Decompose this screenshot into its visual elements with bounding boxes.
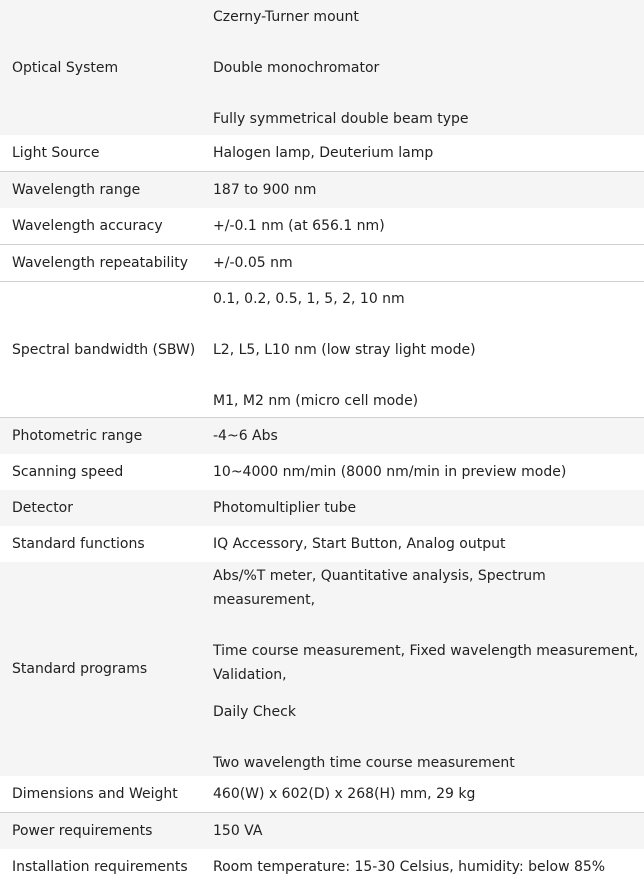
row-value: +/-0.05 nm bbox=[201, 245, 644, 282]
table-row-optical-system bbox=[0, 0, 644, 135]
row-label: Optical System bbox=[0, 0, 201, 135]
row-value: -4~6 Abs bbox=[201, 418, 644, 455]
table-row-wavelength-repeatability bbox=[0, 245, 644, 282]
table-row-wavelength-accuracy bbox=[0, 208, 644, 245]
row-value: Photomultiplier tube bbox=[201, 490, 644, 526]
row-label: Light Source bbox=[0, 135, 201, 172]
value-line: L2, L5, L10 nm (low stray light mode) bbox=[213, 341, 476, 358]
table-row-scanning-speed bbox=[0, 454, 644, 490]
table-row-wavelength-range bbox=[0, 172, 644, 209]
table-row-installation-requirements bbox=[0, 849, 644, 885]
row-value: 10~4000 nm/min (8000 nm/min in preview mode) bbox=[213, 464, 567, 480]
row-label: Standard programs bbox=[0, 562, 201, 776]
row-label: Wavelength range bbox=[0, 172, 201, 209]
row-label: Power requirements bbox=[0, 813, 201, 850]
row-label: Wavelength repeatability bbox=[0, 245, 201, 282]
row-value: Halogen lamp, Deuterium lamp bbox=[201, 135, 644, 172]
table-row-photometric-range bbox=[0, 418, 644, 455]
row-value bbox=[201, 0, 644, 135]
row-value: 187 to 900 nm bbox=[201, 172, 644, 209]
value-line: Time course measurement, Fixed wavelength measurement, Validation, bbox=[213, 642, 639, 683]
table-row-standard-functions bbox=[0, 526, 644, 562]
row-value bbox=[201, 562, 644, 776]
row-label: Dimensions and Weight bbox=[0, 776, 201, 813]
value-line: Daily Check bbox=[213, 703, 296, 720]
table-row-dimensions-weight bbox=[0, 776, 644, 813]
value-line: Two wavelength time course measurement bbox=[213, 754, 515, 771]
row-value: IQ Accessory, Start Button, Analog output bbox=[213, 536, 506, 552]
row-value: Room temperature: 15-30 Celsius, humidity: below 85% bbox=[213, 859, 606, 875]
row-label: Spectral bandwidth (SBW) bbox=[0, 282, 201, 418]
table-row-light-source bbox=[0, 135, 644, 172]
row-value: +/-0.1 nm (at 656.1 nm) bbox=[201, 208, 644, 245]
row-value: 460(W) x 602(D) x 268(H) mm, 29 kg bbox=[201, 776, 644, 813]
row-value: 150 VA bbox=[201, 813, 644, 850]
row-label: Scanning speed bbox=[12, 464, 124, 480]
value-line: Fully symmetrical double beam type bbox=[213, 110, 469, 127]
value-line: Double monochromator bbox=[213, 59, 380, 76]
row-label: Detector bbox=[0, 490, 201, 526]
table-row-standard-programs bbox=[0, 562, 644, 776]
row-label: Installation requirements bbox=[12, 859, 188, 875]
value-line: Abs/%T meter, Quantitative analysis, Spectrum measurement, bbox=[213, 567, 546, 608]
table-row-spectral-bandwidth bbox=[0, 282, 644, 418]
value-line: 0.1, 0.2, 0.5, 1, 5, 2, 10 nm bbox=[213, 290, 405, 307]
row-label: Wavelength accuracy bbox=[0, 208, 201, 245]
value-line: M1, M2 nm (micro cell mode) bbox=[213, 392, 419, 409]
table-row-detector bbox=[0, 490, 644, 526]
row-label: Standard functions bbox=[12, 536, 145, 552]
row-value bbox=[201, 282, 644, 418]
value-line: Czerny-Turner mount bbox=[213, 8, 359, 25]
table-row-power-requirements bbox=[0, 813, 644, 850]
row-label: Photometric range bbox=[0, 418, 201, 455]
